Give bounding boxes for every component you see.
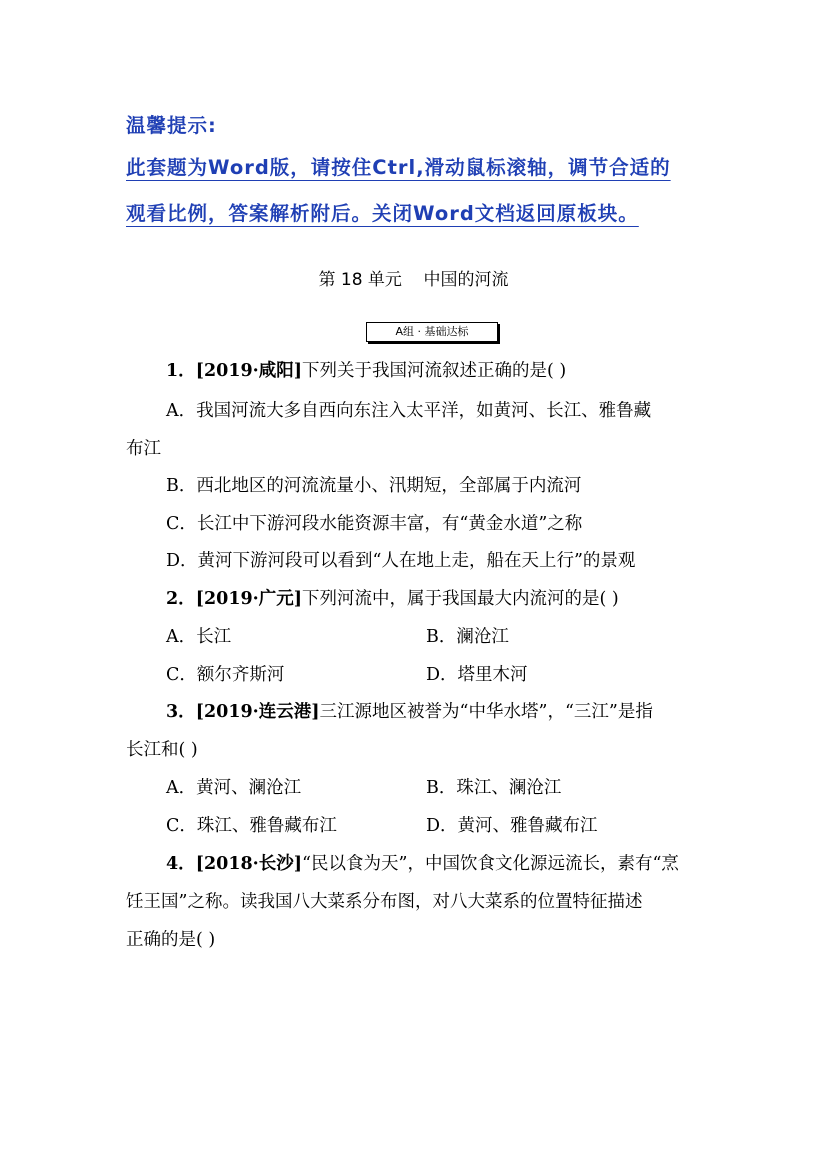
question-4-stem (166, 850, 679, 875)
notice-title: 温馨提示: (126, 114, 217, 137)
question-1-number: 1． (166, 361, 196, 381)
question-3-option-a: A．黄河、澜沧江 (166, 778, 302, 798)
question-1-option-a: A．我国河流大多自西向东注入太平洋，如黄河、长江、雅鲁藏 (166, 401, 652, 421)
question-2-option-c: C．额尔齐斯河 (166, 665, 285, 685)
question-1-source: [2019·咸阳] (195, 361, 303, 381)
question-2-stem (166, 585, 619, 610)
question-4-stem-cont-2: 正确的是( ) (126, 930, 216, 950)
question-1-text: 下列关于我国河流叙述正确的是( ) (302, 361, 567, 381)
question-4-source: [2018·长沙] (195, 854, 303, 874)
notice-line-1: 此套题为Word版，请按住Ctrl,滑动鼠标滚轴，调节合适的 (126, 156, 671, 179)
question-3-option-d: D．黄河、雅鲁藏布江 (426, 816, 598, 836)
question-2-option-d: D．塔里木河 (426, 665, 528, 685)
question-3-number: 3． (166, 702, 196, 722)
question-3-option-c: C．珠江、雅鲁藏布江 (166, 816, 337, 836)
question-3-option-b: B．珠江、澜沧江 (426, 778, 562, 798)
question-2-text: 下列河流中，属于我国最大内流河的是( ) (302, 589, 619, 609)
question-1-stem (166, 357, 566, 382)
question-1-option-d: D．黄河下游河段可以看到“人在地上走，船在天上行”的景观 (166, 551, 636, 571)
unit-title: 第 18 单元 中国的河流 (318, 270, 509, 290)
question-1-option-c: C．长江中下游河段水能资源丰富，有“黄金水道”之称 (166, 514, 583, 534)
group-badge: A组 · 基础达标 (366, 322, 498, 342)
question-4-number: 4． (166, 854, 196, 874)
question-1-option-a-cont: 布江 (126, 439, 161, 459)
question-3-stem (166, 698, 653, 723)
notice-line-2: 观看比例，答案解析附后。关闭Word文档返回原板块。 (126, 202, 639, 225)
question-2-option-a: A．长江 (166, 627, 232, 647)
question-4-text: “民以食为天”，中国饮食文化源远流长，素有“烹 (302, 854, 679, 874)
question-1-option-b: B．西北地区的河流流量小、汛期短，全部属于内流河 (166, 476, 582, 496)
question-2-number: 2． (166, 589, 196, 609)
question-2-source: [2019·广元] (195, 589, 303, 609)
question-3-text: 三江源地区被誉为“中华水塔”，“三江”是指 (319, 702, 653, 722)
question-2-option-b: B．澜沧江 (426, 627, 509, 647)
question-3-stem-cont: 长江和( ) (126, 740, 198, 760)
question-3-source: [2019·连云港] (195, 702, 320, 722)
question-4-stem-cont-1: 饪王国”之称。读我国八大菜系分布图，对八大菜系的位置特征描述 (126, 892, 643, 912)
